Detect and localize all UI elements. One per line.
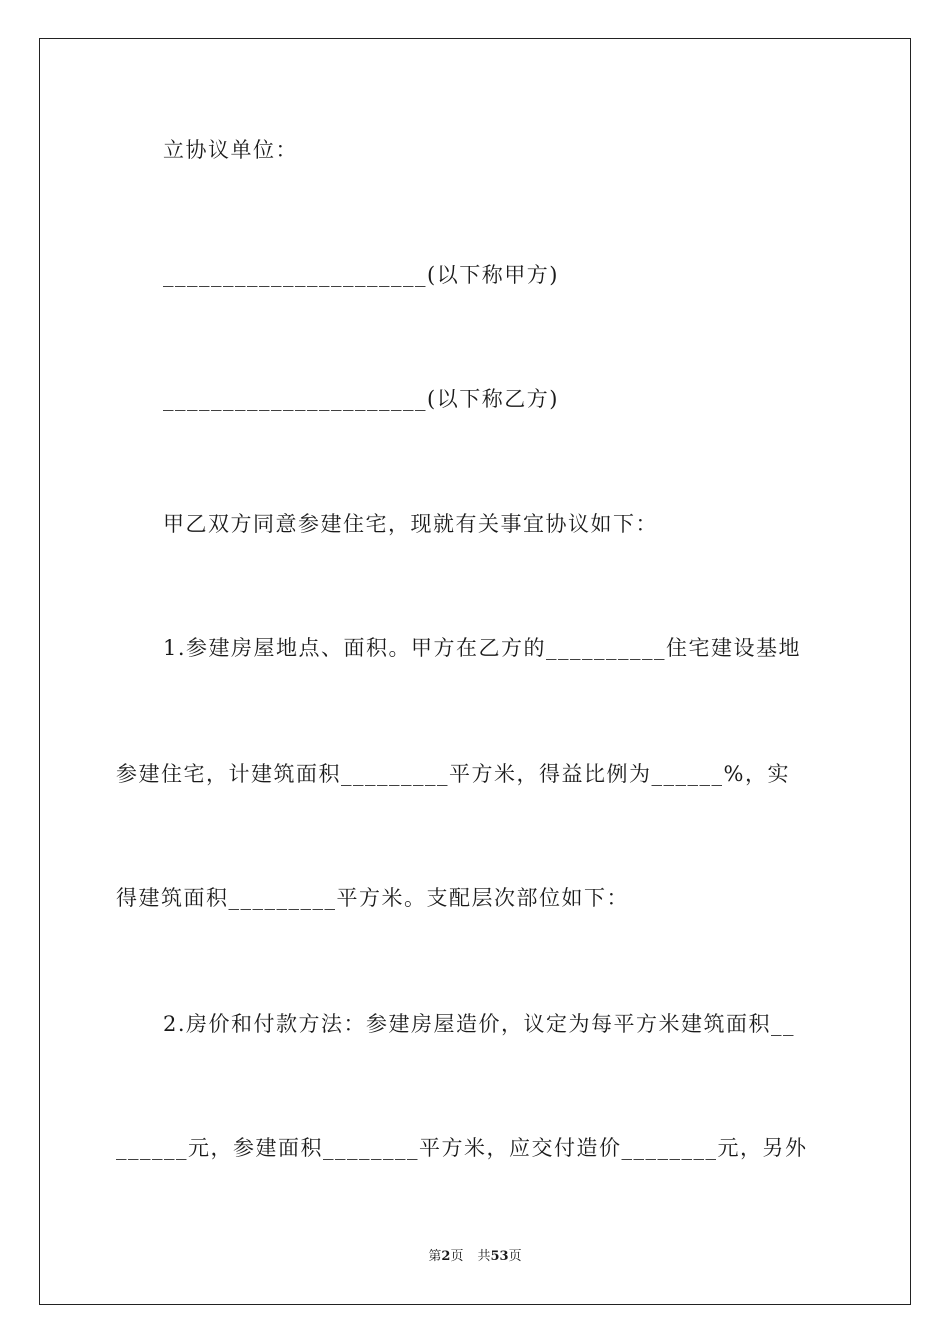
paragraph-party-b: ______________________(以下称乙方)	[163, 387, 559, 411]
footer-total-suffix: 页	[508, 1249, 522, 1264]
paragraph-parties-heading: 立协议单位：	[163, 138, 298, 162]
paragraph-clause-2-line-1: 2.房价和付款方法：参建房屋造价，议定为每平方米建筑面积__	[163, 1012, 796, 1036]
footer-page-number: 2	[441, 1249, 451, 1264]
page-border	[39, 38, 911, 1305]
page-footer	[0, 1248, 950, 1266]
footer-page-suffix: 页	[450, 1249, 464, 1264]
paragraph-clause-1-line-2: 参建住宅，计建筑面积_________平方米，得益比例为______%，实	[116, 762, 790, 786]
footer-total-pages: 53	[490, 1249, 509, 1264]
paragraph-clause-2-line-2: ______元，参建面积________平方米，应交付造价________元，另外	[116, 1136, 808, 1160]
footer-total-prefix: 共	[477, 1249, 491, 1264]
paragraph-clause-1-line-1: 1.参建房屋地点、面积。甲方在乙方的__________住宅建设基地	[163, 636, 802, 660]
paragraph-party-a: ______________________(以下称甲方)	[163, 263, 559, 287]
paragraph-intro: 甲乙双方同意参建住宅，现就有关事宜协议如下：	[163, 512, 658, 536]
footer-page-prefix: 第	[428, 1249, 442, 1264]
paragraph-clause-1-line-3: 得建筑面积_________平方米。支配层次部位如下：	[116, 886, 629, 910]
